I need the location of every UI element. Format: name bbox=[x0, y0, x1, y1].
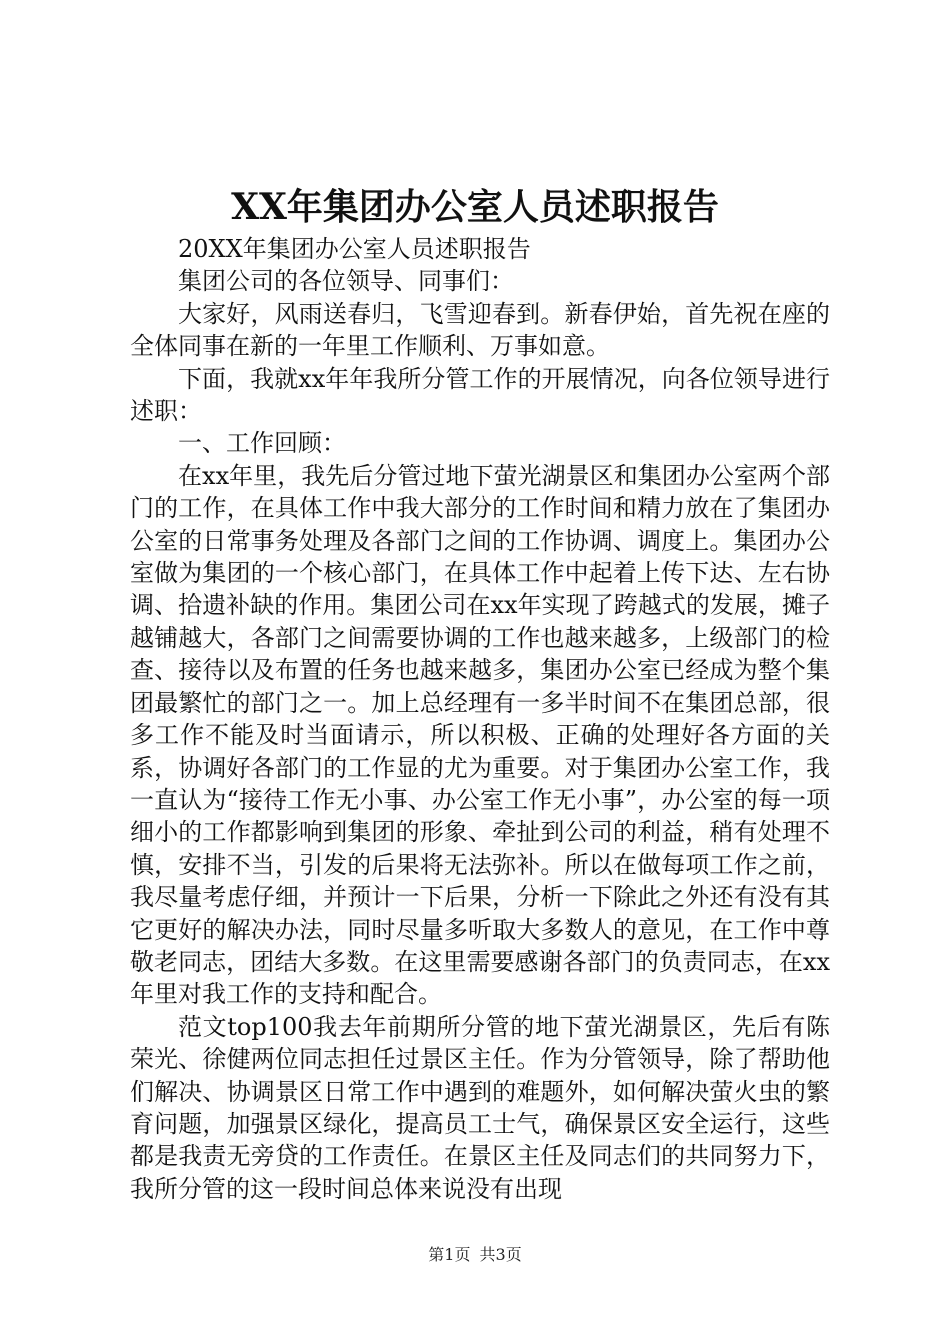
document-title: XX年集团办公室人员述职报告 bbox=[231, 186, 719, 228]
document-body bbox=[130, 233, 830, 1205]
page-footer bbox=[0, 1244, 950, 1266]
paragraph: 一、工作回顾： bbox=[178, 429, 346, 458]
paragraph: 大家好，风雨送春归，飞雪迎春到。新春伊始，首先祝在座的全体同事在新的一年里工作顺利、万事如意。 bbox=[130, 299, 830, 361]
paragraph: 范文top100我去年前期所分管的地下萤光湖景区，先后有陈荣光、徐健两位同志担任过景区主任。作为分管领导，除了帮助他们解决、协调景区日常工作中遇到的难题外，如何解决萤火虫的繁育问题，加强景区绿化，提高员工士气，确保景区安全运行，这些都是我责无旁贷的工作责任。在景区主任及同志们的共同努力下，我所分管的这一段时间总体来说没有出现 bbox=[130, 1012, 830, 1203]
paragraph: 20XX年集团办公室人员述职报告 bbox=[178, 235, 531, 263]
paragraph: 下面，我就xx年年我所分管工作的开展情况，向各位领导进行述职： bbox=[130, 364, 830, 426]
page-number: 第1页 bbox=[428, 1245, 471, 1264]
paragraph: 在xx年里，我先后分管过地下萤光湖景区和集团办公室两个部门的工作，在具体工作中我大部分的工作时间和精力放在了集团办公室的日常事务处理及各部门之间的工作协调、调度上。集团办公室做为集团的一个核心部门，在具体工作中起着上传下达、左右协调、拾遗补缺的作用。集团公司在xx年实现了跨越式的发展，摊子越铺越大，各部门之间需要协调的工作也越来越多，上级部门的检查、接待以及布置的任务也越来越多，集团办公室已经成为整个集团最繁忙的部门之一。加上总经理有一多半时间不在集团总部，很多工作不能及时当面请示，所以积极、正确的处理好各方面的关系，协调好各部门的工作显的尤为重要。对于集团办公室工作，我一直认为“接待工作无小事、办公室工作无小事”，办公室的每一项细小的工作都影响到集团的形象、牵扯到公司的利益，稍有处理不慎，安排不当，引发的后果将无法弥补。所以在做每项工作之前，我尽量考虑仔细，并预计一下后果，分析一下除此之外还有没有其它更好的解决办法，同时尽量多听取大多数人的意见，在工作中尊敬老同志，团结大多数。在这里需要感谢各部门的负责同志，在xx年里对我工作的支持和配合。 bbox=[130, 461, 830, 1009]
page-total: 共3页 bbox=[479, 1245, 522, 1264]
paragraph: 集团公司的各位领导、同事们： bbox=[178, 267, 514, 296]
